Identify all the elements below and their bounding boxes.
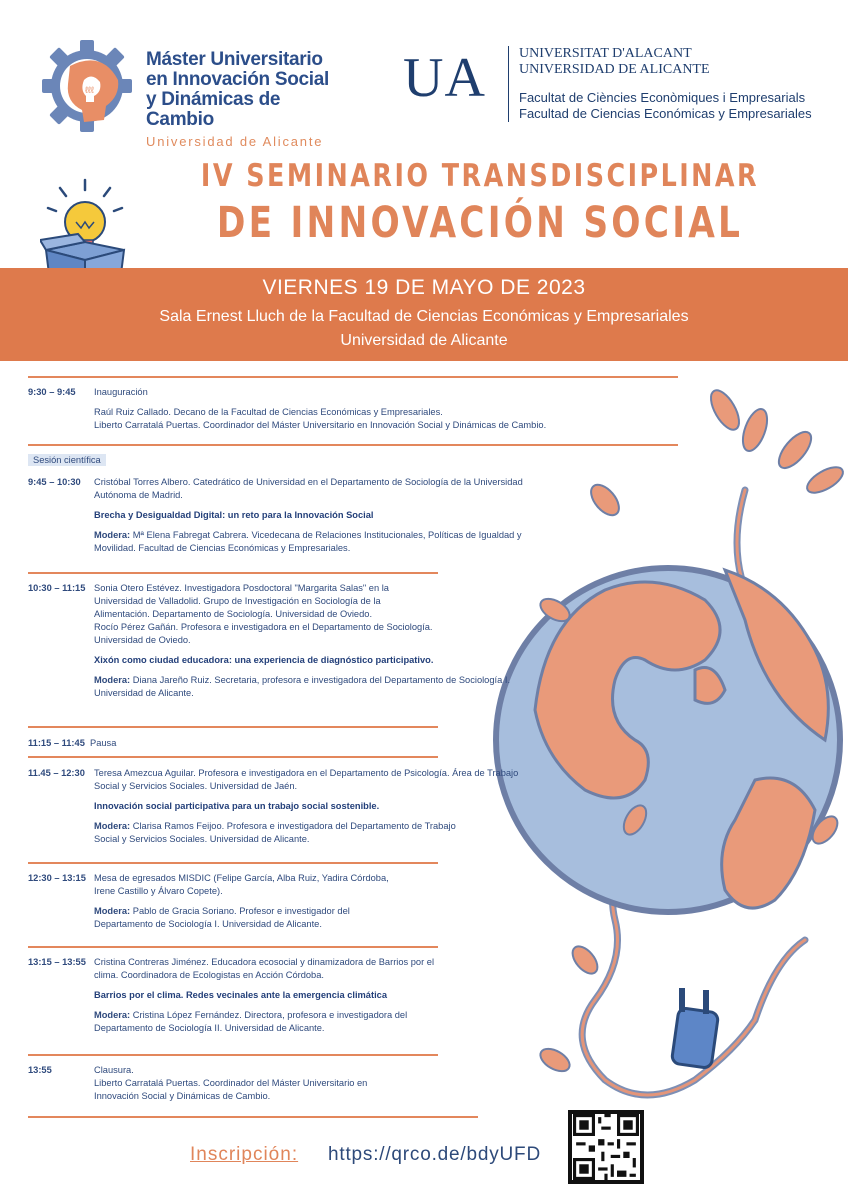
item-speaker: Sonia Otero Estévez. Investigadora Posdoctoral "Margarita Salas" en la Universidad de Valladolid. Grupo de Investigación en Sociología de la Alimentación. Departamento de Sociología. Universidad de Oviedo. Rocío Pérez Gañán. Profesora e investigadora en el Departamento de Sociología. Universidad de Oviedo. (94, 583, 433, 645)
item-time: 13:55 (28, 1065, 52, 1075)
item-moderator (94, 820, 464, 846)
master-logo (40, 36, 340, 149)
rule (28, 946, 438, 948)
rule (28, 444, 678, 446)
event-info-band (0, 268, 848, 361)
item-label: Inauguración (94, 387, 148, 397)
item-time: 9:45 – 10:30 (28, 477, 81, 487)
plug-icon (671, 988, 718, 1069)
item-talk: Innovación social participativa para un trabajo social sostenible. (94, 801, 380, 811)
item-moderator (94, 1009, 464, 1035)
qr-code-icon[interactable] (568, 1110, 644, 1184)
item-time: 13:15 – 13:55 (28, 957, 86, 967)
mod-label: Modera: (94, 675, 131, 685)
ua-divider (508, 46, 509, 122)
item-speaker: Cristina Contreras Jiménez. Educadora ecosocial y dinamizadora de Barrios por el clima. Coordinadora de Ecologistas en Acción Córdoba. (94, 957, 435, 980)
item-time: 11:15 – 11:45 (28, 738, 85, 748)
item-time: 12:30 – 13:15 (28, 873, 86, 883)
master-logo-line1: Máster Universitario (146, 49, 323, 70)
event-university: Universidad de Alicante (340, 332, 508, 349)
rule (28, 1116, 478, 1118)
item-speaker: Teresa Amezcua Aguilar. Profesora e investigadora en el Departamento de Psicología. Área de Trabajo Social y Servicios Sociales. Universidad de Jaén. (94, 768, 519, 791)
item-talk: Barrios por el clima. Redes vecinales ante la emergencia climática (94, 990, 387, 1000)
item-time: 9:30 – 9:45 (28, 387, 76, 397)
event-place: Sala Ernest Lluch de la Facultad de Ciencias Económicas y Empresariales (159, 308, 689, 325)
item-moderator (94, 674, 514, 700)
session-label: Sesión científica (28, 454, 106, 466)
item-moderator (94, 529, 534, 555)
svg-text:ℓℓℓ: ℓℓℓ (85, 85, 94, 95)
title-line1: IV SEMINARIO TRANSDISCIPLINAR (200, 158, 760, 194)
item-talk: Brecha y Desigualdad Digital: un reto para la Innovación Social (94, 510, 374, 520)
ua-name-es: UNIVERSIDAD DE ALICANTE (519, 62, 710, 77)
gear-head-icon (40, 36, 144, 136)
master-logo-line3: y Dinámicas de Cambio (146, 89, 281, 130)
master-logo-line2: en Innovación Social (146, 69, 329, 90)
item-time: 11.45 – 12:30 (28, 768, 85, 778)
registration-label: Inscripción: (190, 1144, 299, 1165)
ua-faculty-ca: Facultat de Ciències Econòmiques i Empresarials (519, 90, 806, 105)
mod-name: Diana Jareño Ruiz. Secretaria, profesora e investigadora del Departamento de Sociología I. Universidad de Alicante. (94, 675, 511, 698)
mod-name: Mª Elena Fabregat Cabrera. Vicedecana de Relaciones Institucionales, Políticas de Igualdad y Movilidad. Facultad de Ciencias Económicas y Empresariales. (94, 530, 522, 553)
mod-name: Pablo de Gracia Soriano. Profesor e investigador del Departamento de Sociología I. Universidad de Alicante. (94, 906, 350, 929)
item-speaker: Clausura. Liberto Carratalá Puertas. Coordinador del Máster Universitario en Innovación Social y Dinámicas de Cambio. (94, 1065, 368, 1101)
title-line2: DE INNOVACIÓN SOCIAL (216, 198, 744, 248)
mod-label: Modera: (94, 821, 131, 831)
rule (28, 376, 678, 378)
ua-logo (403, 44, 823, 124)
item-time: 10:30 – 11:15 (28, 583, 86, 593)
mod-name: Clarisa Ramos Feijoo. Profesora e investigadora del Departamento de Trabajo Social y Servicios Sociales. Universidad de Alicante. (94, 821, 456, 844)
item-speaker: Cristóbal Torres Albero. Catedrático de Universidad en el Departamento de Sociología de la Universidad Autónoma de Madrid. (94, 477, 523, 500)
item-speaker: Mesa de egresados MISDIC (Felipe García, Alba Ruiz, Yadira Córdoba, Irene Castillo y Álvaro Copete). (94, 873, 389, 896)
ua-name-ca: UNIVERSITAT D'ALACANT (519, 46, 692, 61)
rule (28, 862, 438, 864)
mod-label: Modera: (94, 906, 131, 916)
mod-name: Cristina López Fernández. Directora, profesora e investigadora del Departamento de Sociología II. Universidad de Alicante. (94, 1010, 408, 1033)
ua-names (519, 46, 710, 78)
ua-faculty-es: Facultad de Ciencias Económicas y Empresariales (519, 106, 812, 121)
rule (28, 572, 438, 574)
rule (28, 726, 438, 728)
registration-link[interactable]: https://qrco.de/bdyUFD (328, 1144, 541, 1165)
item-moderator (94, 905, 394, 931)
master-logo-sub: Universidad de Alicante (146, 134, 324, 149)
ua-mark: UA (403, 47, 486, 109)
ua-faculty (519, 90, 812, 122)
mod-label: Modera: (94, 1010, 131, 1020)
item-talk: Xixón como ciudad educadora: una experiencia de diagnóstico participativo. (94, 655, 434, 665)
mod-label: Modera: (94, 530, 131, 540)
item-label: Pausa (90, 738, 117, 748)
event-date: VIERNES 19 DE MAYO DE 2023 (262, 276, 586, 299)
item-details: Raúl Ruiz Callado. Decano de la Facultad de Ciencias Económicas y Empresariales. Liberto Carratalá Puertas. Coordinador del Máster Universitario en Innovación Social y Dinámicas de Cambio. (94, 407, 547, 430)
rule (28, 1054, 438, 1056)
